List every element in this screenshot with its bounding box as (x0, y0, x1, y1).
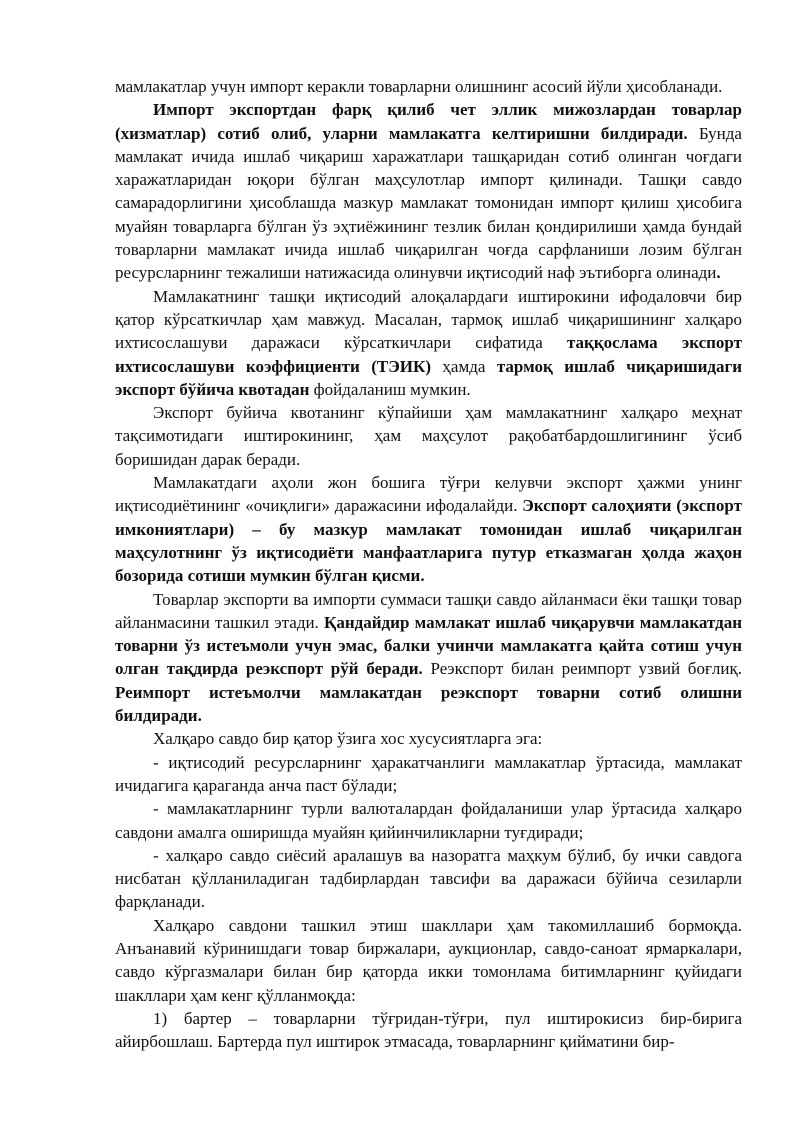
paragraph-2 (115, 98, 742, 284)
paragraph-5 (115, 471, 742, 587)
paragraph-text: Бунда мамлакат ичида ишлаб чиқариш харажатлари ташқаридан сотиб олинган чоғдаги харажатларидан юқори бўлган маҳсулотлар импорт қилинади. Ташқи савдо самарадорлигини ҳисоблашда мазкур мамлакат томонидан импорт қилиш ҳисобига муайян товарларга бўлган ўз эҳтиёжининг тезлик билан қондирилиши ҳамда бундай товарларни мамлакат ичида ишлаб чиқарилган чоғда сарфланиши лозим бўлган ресурсларнинг тежалиши натижасида олинувчи иқтисодий наф эътиборга олинади (115, 123, 742, 283)
paragraph-11 (115, 914, 742, 1007)
list-item (115, 797, 742, 844)
list-item (115, 844, 742, 914)
paragraph-text: Халқаро савдони ташкил этиш шакллари ҳам такомиллашиб бормоқда. Анъанавий кўринишдаги товар биржалари, аукционлар, савдо-саноат ярмаркалари, савдо кўргазмалари билан бир қаторда икки томонлама битимларнинг қуйидаги шакллари ҳам кенг қўлланмоқда: (115, 915, 742, 1005)
paragraph-4 (115, 401, 742, 471)
bold-text: Импорт экспортдан фарқ қилиб чет эллик мижозлардан товарлар (хизматлар) сотиб олиб, уларни мамлакатга келтиришни билдиради. (115, 100, 742, 143)
bold-text: таққослама экспорт ихтисослашуви коэффициенти (ТЭИК) (115, 333, 742, 376)
paragraph-7 (115, 727, 742, 750)
bold-text: . (716, 263, 721, 283)
paragraph-text: мамлакатлар учун импорт керакли товарларни олишнинг асосий йўли ҳисобланади. (115, 77, 723, 96)
document-page (115, 75, 742, 1053)
paragraph-text: - мамлакатларнинг турли валюталардан фойдаланиши улар ўртасида халқаро савдони амалга оширишда муайян қийинчиликларни туғдиради; (115, 799, 742, 842)
paragraph-text: ҳамда (431, 356, 497, 376)
bold-text: Қандайдир мамлакат ишлаб чиқарувчи мамлакатдан товарни ўз истеъмоли учун эмас, балки учинчи мамлакатга қайта сотиш учун олган тақдирда реэкспорт рўй беради. (115, 612, 742, 679)
paragraph-text: Халқаро савдо бир қатор ўзига хос хусусиятларга эга: (153, 729, 543, 749)
paragraph-text: Экспорт буйича квотанинг кўпайиши ҳам мамлакатнинг халқаро меҳнат тақсимотидаги иштирокининг, ҳам маҳсулот рақобатбардошлигининг ўсиб боришидан дарак беради. (115, 403, 742, 469)
bold-text: Экспорт салоҳияти (экспорт имкониятлари) – бу мазкур мамлакат томонидан ишлаб чиқарилган маҳсулотнинг ўз иқтисодиёти манфаатларига путур етказмаган ҳолда жаҳон бозорида сотиши мумкин бўлган қисми. (115, 496, 742, 586)
paragraph-3 (115, 285, 742, 401)
paragraph-1 (115, 75, 742, 98)
bold-text: тармоқ ишлаб чиқаришидаги экспорт бўйича квотадан (115, 356, 742, 399)
paragraph-text: - иқтисодий ресурсларнинг ҳаракатчанлиги мамлакатлар ўртасида, мамлакат ичидагига қараганда анча паст бўлади; (115, 752, 742, 795)
numbered-item (115, 1007, 742, 1054)
paragraph-text: фойдаланиш мумкин. (309, 379, 471, 399)
paragraph-text: Мамлакатдаги аҳоли жон бошига тўғри келувчи экспорт ҳажми унинг иқтисодиётининг «очиқлиги» даражасини ифодалайди. (115, 473, 742, 516)
paragraph-text: Реэкспорт билан реимпорт узвий боғлиқ. (422, 659, 743, 679)
paragraph-text: 1) бартер – товарларни тўғридан-тўғри, пул иштирокисиз бир-бирига айирбошлаш. Бартерда пул иштирок этмасада, товарларнинг қийматини бир- (115, 1008, 742, 1052)
bold-text: Реимпорт истеъмолчи мамлакатдан реэкспорт товарни сотиб олишни билдиради. (115, 682, 742, 726)
paragraph-6 (115, 588, 742, 728)
paragraph-text: Мамлакатнинг ташқи иқтисодий алоқалардаги иштирокини ифодаловчи бир қатор кўрсаткичлар ҳам мавжуд. Масалан, тармоқ ишлаб чиқаришининг халқаро ихтисослашуви даражаси кўрсаткичлари сифатида (115, 286, 742, 353)
paragraph-text: - халқаро савдо сиёсий аралашув ва назоратга маҳкум бўлиб, бу ички савдога нисбатан қўлланиладиган тадбирлардан тавсифи ва даражаси бўйича сезиларли фарқланади. (115, 845, 742, 912)
list-item (115, 751, 742, 798)
paragraph-text: Товарлар экспорти ва импорти суммаси ташқи савдо айланмаси ёки ташқи товар айланмасини ташкил этади. (115, 589, 742, 632)
